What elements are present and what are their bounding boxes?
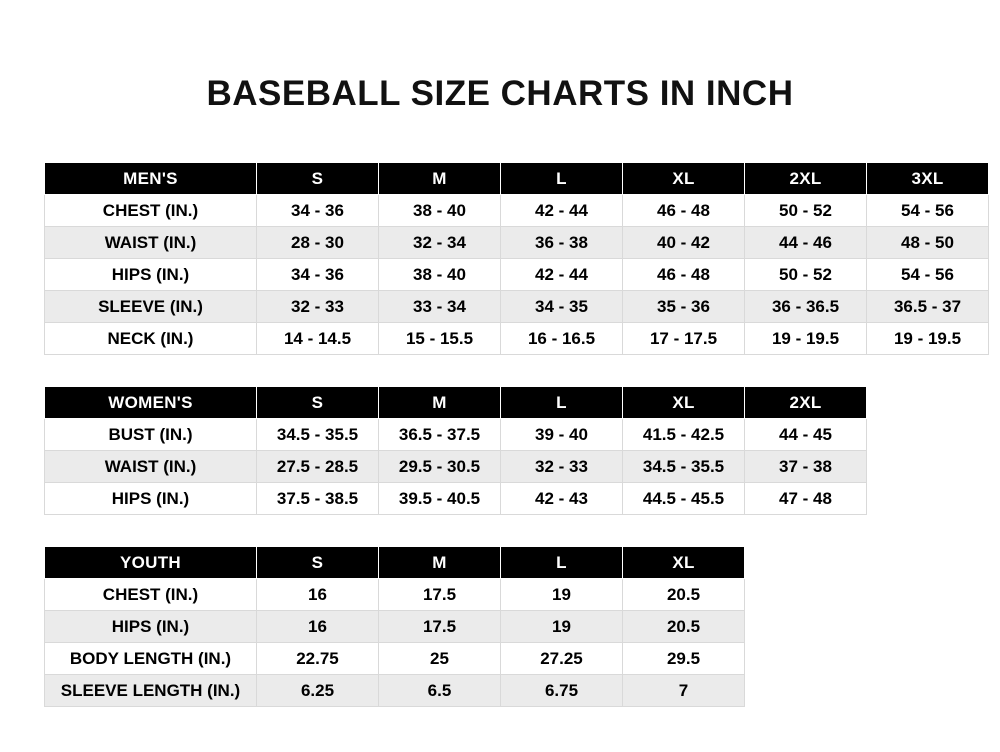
row-header: SLEEVE LENGTH (IN.) (45, 675, 257, 707)
table-row (45, 451, 867, 483)
table-cell: 42 - 44 (501, 259, 623, 291)
row-header: SLEEVE (IN.) (45, 291, 257, 323)
table-cell: 16 (257, 579, 379, 611)
table-row (45, 675, 745, 707)
table-row (45, 643, 745, 675)
table-cell: 34.5 - 35.5 (623, 451, 745, 483)
table-cell: 32 - 34 (379, 227, 501, 259)
table-row (45, 291, 989, 323)
column-header: S (257, 163, 379, 195)
table-cell: 17 - 17.5 (623, 323, 745, 355)
table-row (45, 227, 989, 259)
table-row (45, 579, 745, 611)
table-cell: 35 - 36 (623, 291, 745, 323)
page-title: BASEBALL SIZE CHARTS IN INCH (206, 74, 794, 113)
column-header: M (379, 547, 501, 579)
table-cell: 14 - 14.5 (257, 323, 379, 355)
table-cell: 40 - 42 (623, 227, 745, 259)
table-cell: 37.5 - 38.5 (257, 483, 379, 515)
mens-size-table (44, 162, 989, 355)
table-cell: 22.75 (257, 643, 379, 675)
column-header: YOUTH (45, 547, 257, 579)
table-cell: 44 - 46 (745, 227, 867, 259)
table-cell: 16 - 16.5 (501, 323, 623, 355)
column-header: MEN'S (45, 163, 257, 195)
table-cell: 36 - 36.5 (745, 291, 867, 323)
table-cell: 41.5 - 42.5 (623, 419, 745, 451)
row-header: CHEST (IN.) (45, 195, 257, 227)
table-row (45, 419, 867, 451)
table-cell: 25 (379, 643, 501, 675)
table-row (45, 611, 745, 643)
table-cell: 27.25 (501, 643, 623, 675)
column-header: XL (623, 547, 745, 579)
table-cell: 19 (501, 611, 623, 643)
table-row (45, 323, 989, 355)
table-cell: 34 - 35 (501, 291, 623, 323)
table-cell: 19 - 19.5 (745, 323, 867, 355)
column-header: WOMEN'S (45, 387, 257, 419)
table-cell: 33 - 34 (379, 291, 501, 323)
table-cell: 17.5 (379, 579, 501, 611)
table-cell: 42 - 43 (501, 483, 623, 515)
row-header: CHEST (IN.) (45, 579, 257, 611)
table-cell: 46 - 48 (623, 195, 745, 227)
table-cell: 48 - 50 (867, 227, 989, 259)
column-header: S (257, 547, 379, 579)
row-header: WAIST (IN.) (45, 451, 257, 483)
table-cell: 20.5 (623, 579, 745, 611)
column-header: 2XL (745, 163, 867, 195)
table-cell: 29.5 - 30.5 (379, 451, 501, 483)
column-header: M (379, 163, 501, 195)
column-header: S (257, 387, 379, 419)
table-row (45, 195, 989, 227)
womens-size-table (44, 386, 867, 515)
table-cell: 15 - 15.5 (379, 323, 501, 355)
table-cell: 6.75 (501, 675, 623, 707)
table-cell: 17.5 (379, 611, 501, 643)
column-header: XL (623, 163, 745, 195)
row-header: BUST (IN.) (45, 419, 257, 451)
table-cell: 19 (501, 579, 623, 611)
column-header: 2XL (745, 387, 867, 419)
table-cell: 38 - 40 (379, 195, 501, 227)
table-cell: 36 - 38 (501, 227, 623, 259)
table-cell: 32 - 33 (501, 451, 623, 483)
row-header: WAIST (IN.) (45, 227, 257, 259)
column-header: L (501, 387, 623, 419)
table-cell: 20.5 (623, 611, 745, 643)
table-cell: 54 - 56 (867, 259, 989, 291)
tables-container (0, 162, 1000, 707)
table-header-row (45, 163, 989, 195)
column-header: L (501, 547, 623, 579)
table-cell: 29.5 (623, 643, 745, 675)
table-cell: 36.5 - 37.5 (379, 419, 501, 451)
table-cell: 44 - 45 (745, 419, 867, 451)
table-cell: 39.5 - 40.5 (379, 483, 501, 515)
table-cell: 39 - 40 (501, 419, 623, 451)
table-cell: 32 - 33 (257, 291, 379, 323)
table-header-row (45, 547, 745, 579)
table-cell: 7 (623, 675, 745, 707)
table-header-row (45, 387, 867, 419)
table-cell: 34 - 36 (257, 195, 379, 227)
table-cell: 44.5 - 45.5 (623, 483, 745, 515)
table-cell: 38 - 40 (379, 259, 501, 291)
table-cell: 16 (257, 611, 379, 643)
table-row (45, 259, 989, 291)
table-cell: 47 - 48 (745, 483, 867, 515)
youth-size-table (44, 546, 745, 707)
table-cell: 27.5 - 28.5 (257, 451, 379, 483)
table-cell: 6.5 (379, 675, 501, 707)
table-cell: 54 - 56 (867, 195, 989, 227)
table-cell: 34.5 - 35.5 (257, 419, 379, 451)
table-cell: 46 - 48 (623, 259, 745, 291)
table-row (45, 483, 867, 515)
row-header: HIPS (IN.) (45, 611, 257, 643)
table-cell: 28 - 30 (257, 227, 379, 259)
table-cell: 34 - 36 (257, 259, 379, 291)
column-header: M (379, 387, 501, 419)
column-header: 3XL (867, 163, 989, 195)
row-header: BODY LENGTH (IN.) (45, 643, 257, 675)
table-cell: 36.5 - 37 (867, 291, 989, 323)
table-cell: 50 - 52 (745, 259, 867, 291)
table-cell: 42 - 44 (501, 195, 623, 227)
table-cell: 19 - 19.5 (867, 323, 989, 355)
table-cell: 37 - 38 (745, 451, 867, 483)
row-header: NECK (IN.) (45, 323, 257, 355)
table-cell: 6.25 (257, 675, 379, 707)
column-header: L (501, 163, 623, 195)
row-header: HIPS (IN.) (45, 259, 257, 291)
table-cell: 50 - 52 (745, 195, 867, 227)
row-header: HIPS (IN.) (45, 483, 257, 515)
column-header: XL (623, 387, 745, 419)
